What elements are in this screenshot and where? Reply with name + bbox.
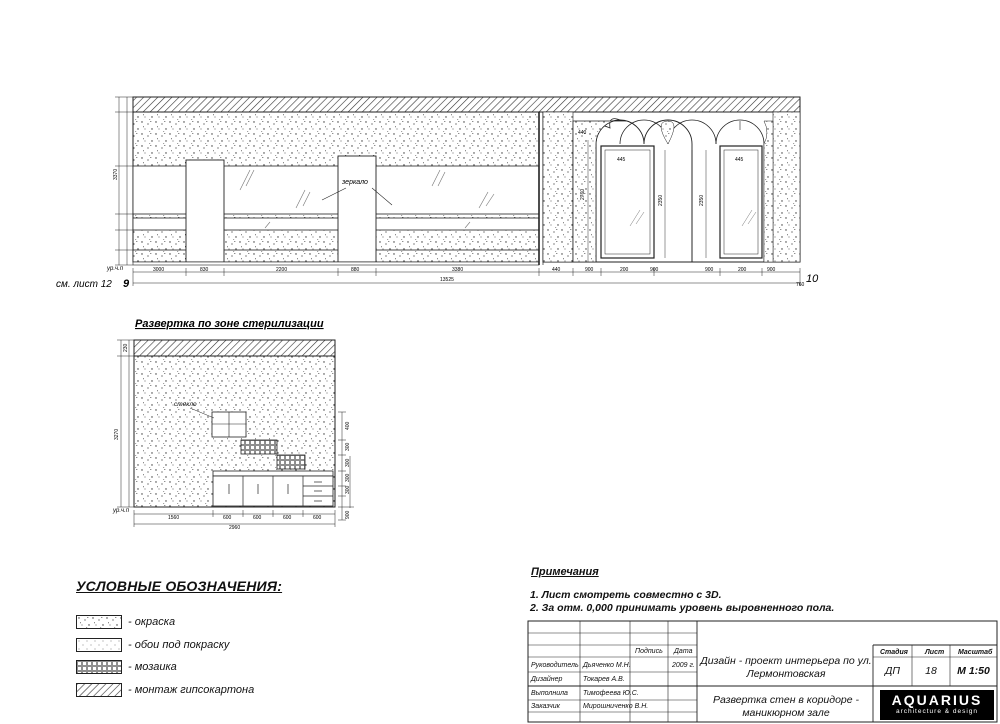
svg-text:600: 600	[223, 515, 232, 521]
sterilization-title: Развертка по зоне стерилизации	[135, 318, 324, 330]
svg-text:760: 760	[796, 282, 805, 288]
svg-text:300: 300	[345, 442, 351, 451]
name-3: Тимофеева Ю.С.	[583, 690, 639, 697]
svg-text:445: 445	[735, 157, 744, 163]
role-1: Руководитель	[531, 662, 579, 669]
svg-text:200: 200	[620, 267, 629, 273]
svg-text:ур.ч.п: ур.ч.п	[107, 266, 124, 272]
legend-item-wallpaper: - обои под покраску	[76, 637, 229, 653]
svg-text:900: 900	[767, 267, 776, 273]
mosaic-swatch	[76, 660, 122, 674]
label-mirror: зеркало	[342, 179, 368, 186]
role-4: Заказчик	[531, 703, 560, 710]
svg-text:ур.ч.п: ур.ч.п	[113, 508, 130, 514]
pillar-1	[186, 160, 224, 262]
pillar-2	[338, 156, 376, 262]
svg-text:230: 230	[123, 343, 129, 352]
stage-label: Стадия	[880, 649, 908, 656]
sheet-title: Развертка стен в коридоре - маникюрном зале	[712, 694, 860, 719]
svg-text:1560: 1560	[168, 515, 180, 521]
svg-text:300: 300	[345, 485, 351, 494]
svg-text:600: 600	[283, 515, 292, 521]
svg-text:3000: 3000	[153, 267, 165, 273]
svg-text:900: 900	[585, 267, 594, 273]
project-title: Дизайн - проект интерьера по ул. Лермонтовская	[700, 655, 872, 680]
svg-text:2350: 2350	[658, 194, 664, 206]
svg-text:830: 830	[200, 267, 209, 273]
svg-text:200: 200	[738, 267, 747, 273]
scale-label: Масштаб	[958, 649, 993, 656]
svg-text:2350: 2350	[699, 194, 705, 206]
door-1	[601, 146, 654, 258]
drywall-band	[133, 97, 800, 112]
svg-text:2960: 2960	[229, 525, 241, 531]
col-date-header: Дата	[674, 648, 693, 655]
date-1: 2009 г.	[672, 662, 695, 669]
legend-item-mosaic: - мозаика	[76, 659, 177, 675]
svg-text:900: 900	[650, 267, 659, 273]
name-2: Токарев А.В.	[583, 676, 625, 683]
svg-text:2200: 2200	[276, 267, 288, 273]
svg-text:445: 445	[617, 157, 626, 163]
svg-text:400: 400	[345, 421, 351, 430]
section-marker-left: 9	[123, 278, 130, 290]
label-glass: стекло	[174, 401, 197, 408]
svg-text:3380: 3380	[452, 267, 464, 273]
sheet-label: Лист	[925, 649, 945, 656]
elevation-sterilization	[112, 318, 354, 531]
svg-text:440: 440	[578, 130, 587, 136]
role-3: Выполнила	[531, 690, 568, 697]
sheet-value: 18	[925, 665, 937, 677]
elevation-main	[56, 97, 819, 290]
stage-value: ДП	[884, 665, 900, 677]
scale-value: М 1:50	[957, 665, 990, 677]
svg-text:300: 300	[345, 473, 351, 482]
ref-sheet-left: см. лист 12	[56, 279, 112, 290]
role-2: Дизайнер	[531, 676, 563, 683]
drywall-swatch	[76, 683, 122, 697]
section-marker-right: 10	[806, 273, 819, 285]
drywall-band-2	[134, 340, 335, 356]
svg-text:3270: 3270	[114, 428, 120, 440]
name-1: Дьяченко М.Н.	[583, 662, 631, 669]
notes-title: Примечания	[531, 566, 599, 578]
paint-swatch	[76, 615, 122, 629]
legend-item-paint: - окраска	[76, 614, 175, 630]
svg-text:880: 880	[351, 267, 360, 273]
name-4: Мирошниченко В.Н.	[583, 703, 649, 710]
svg-text:2760: 2760	[580, 188, 586, 200]
mosaic-block-1	[241, 440, 277, 454]
svg-text:300: 300	[345, 458, 351, 467]
note-2: 2. За отм. 0,000 принимать уровень выровненного пола.	[530, 602, 835, 614]
svg-text:13525: 13525	[440, 277, 454, 283]
svg-text:3370: 3370	[113, 168, 119, 180]
note-1: 1. Лист смотреть совместно с 3D.	[530, 589, 722, 601]
svg-text:600: 600	[313, 515, 322, 521]
svg-text:900: 900	[705, 267, 714, 273]
svg-text:900: 900	[345, 510, 351, 519]
legend-title: УСЛОВНЫЕ ОБОЗНАЧЕНИЯ:	[76, 578, 283, 594]
svg-text:600: 600	[253, 515, 262, 521]
svg-text:440: 440	[552, 267, 561, 273]
legend-item-drywall: - монтаж гипсокартона	[76, 682, 254, 698]
company-logo: AQUARIUS architecture & design	[880, 690, 994, 720]
wallpaper-swatch	[76, 638, 122, 652]
col-sign-header: Подпись	[635, 648, 663, 655]
mosaic-block-2	[277, 455, 305, 469]
